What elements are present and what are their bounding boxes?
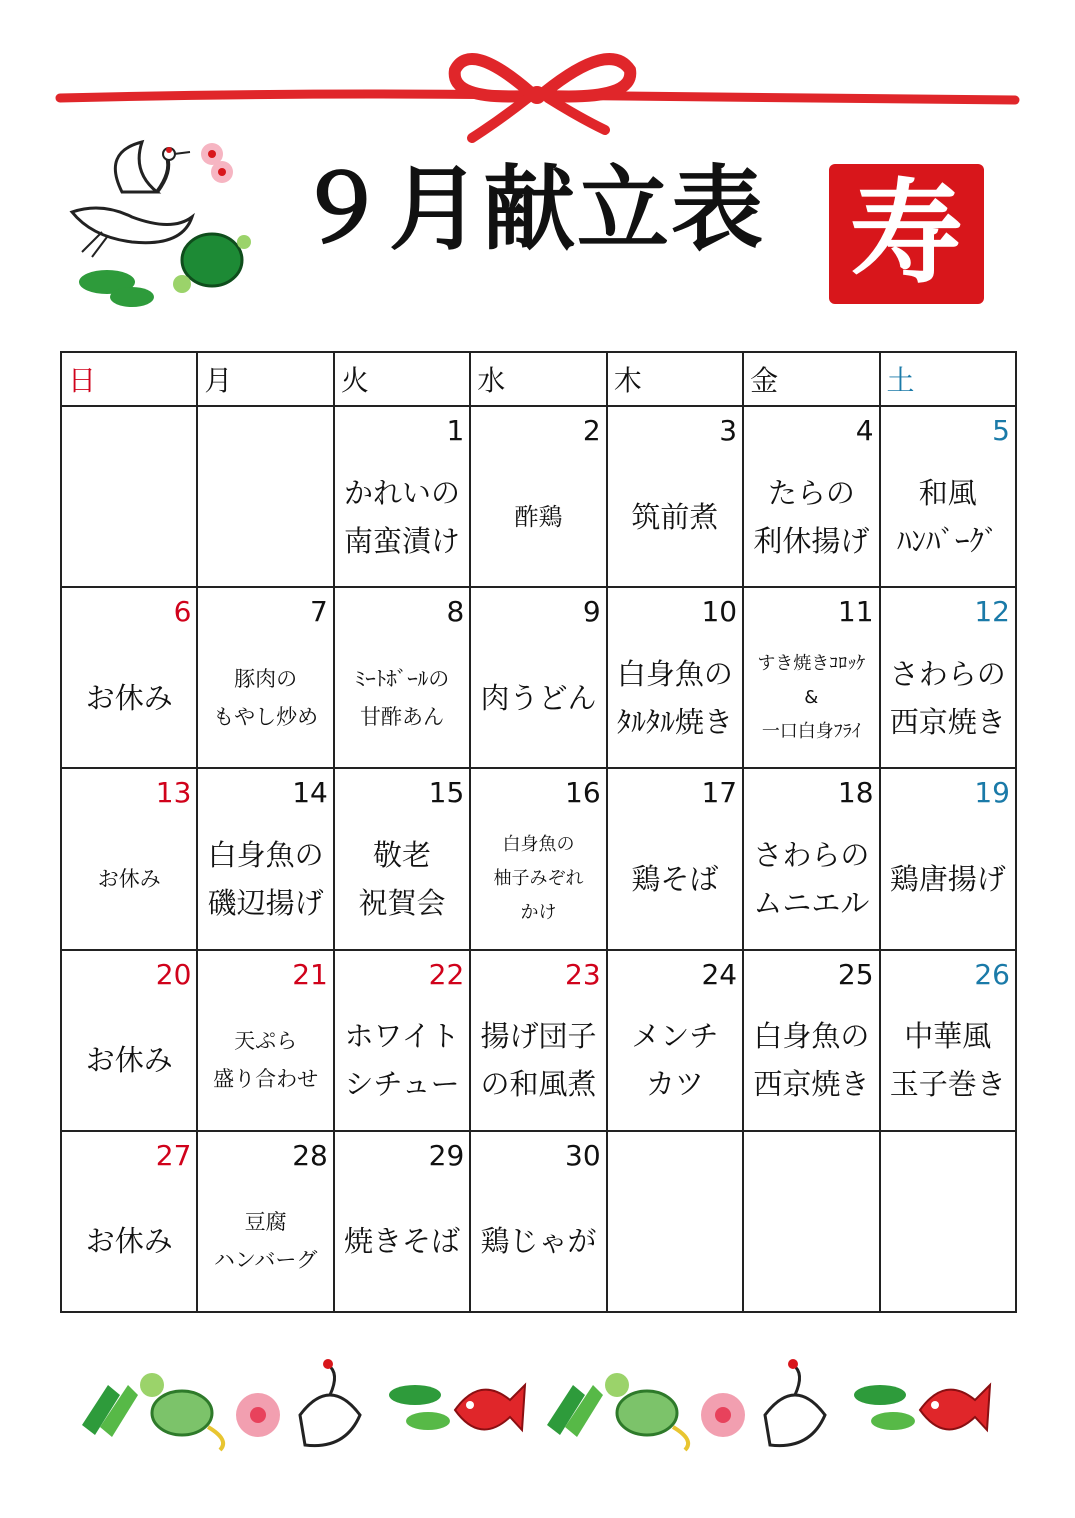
calendar-day-cell <box>607 406 743 587</box>
menu-text <box>744 1178 878 1305</box>
calendar-day-cell <box>743 950 879 1131</box>
weekday-header-row <box>61 352 1016 406</box>
calendar-day-cell <box>607 950 743 1131</box>
bamboo-icon <box>547 1385 603 1437</box>
weekday-thursday: 木 <box>607 352 743 406</box>
calendar-day-cell <box>334 768 470 949</box>
calendar-day-cell <box>470 1131 606 1312</box>
pine-icon <box>389 1385 450 1430</box>
footer-decoration <box>60 1355 1017 1465</box>
weekday-friday: 金 <box>743 352 879 406</box>
menu-text: メンチ カツ <box>631 1019 719 1102</box>
bamboo-icon <box>82 1385 138 1437</box>
menu-text <box>198 453 332 580</box>
weekday-sunday: 日 <box>61 352 197 406</box>
calendar-day-cell <box>334 950 470 1131</box>
day-number: 18 <box>837 776 874 810</box>
day-number: 29 <box>428 1138 465 1172</box>
menu-text: 和風 ﾊﾝﾊﾞｰｸﾞ <box>897 475 999 558</box>
mizuhiki-cord-decoration <box>0 0 1075 150</box>
day-number: 9 <box>582 595 601 629</box>
menu-text: 鶏じゃが <box>480 1224 597 1259</box>
menu-text: お休み <box>85 1224 173 1259</box>
day-number: 8 <box>446 595 465 629</box>
menu-text: 酢鶏 <box>514 502 563 531</box>
page-title: ９月献立表 <box>295 156 766 263</box>
menu-text: お休み <box>97 866 161 891</box>
menu-text: 白身魚の ﾀﾙﾀﾙ焼き <box>616 656 733 739</box>
menu-text: 白身魚の 磯辺揚げ <box>207 837 324 920</box>
day-number: 17 <box>701 776 738 810</box>
calendar-day-cell <box>607 768 743 949</box>
day-number: 23 <box>565 957 601 991</box>
day-number: 22 <box>428 957 465 991</box>
day-number: 26 <box>974 957 1010 991</box>
calendar-day-cell <box>61 950 197 1131</box>
menu-text: さわらの ムニエル <box>753 837 870 920</box>
weekday-wednesday: 水 <box>470 352 606 406</box>
calendar-day-cell <box>334 1131 470 1312</box>
calendar-day-cell <box>61 406 197 587</box>
calendar-day-cell <box>743 406 879 587</box>
menu-text: 豆腐 ハンバーグ <box>213 1210 318 1273</box>
crane-icon <box>765 1359 825 1446</box>
plum-blossom-icon <box>201 143 233 183</box>
calendar-day-cell <box>470 768 606 949</box>
calendar-day-cell <box>61 768 197 949</box>
calendar-day-cell <box>197 950 333 1131</box>
week-row <box>61 587 1016 768</box>
day-number: 11 <box>837 595 874 629</box>
calendar-day-cell <box>197 587 333 768</box>
day-number: 10 <box>701 595 738 629</box>
calendar-day-cell <box>880 768 1016 949</box>
day-number: 7 <box>310 595 328 629</box>
menu-text: お休み <box>85 680 173 715</box>
day-number: 3 <box>719 414 738 447</box>
calendar-day-cell <box>61 587 197 768</box>
week-row <box>61 950 1016 1131</box>
day-number: 12 <box>974 595 1010 629</box>
sea-bream-icon <box>455 1385 525 1430</box>
calendar-day-cell <box>61 1131 197 1312</box>
turtle-icon <box>140 1373 223 1450</box>
menu-text: すき焼きｺﾛｯｹ & 一口白身ﾌﾗｲ <box>757 652 866 742</box>
crane-turtle-illustration <box>62 132 272 312</box>
menu-text: 豚肉の もやし炒め <box>213 666 319 729</box>
day-number: 13 <box>155 776 192 810</box>
week-row <box>61 1131 1016 1312</box>
week-row <box>61 406 1016 587</box>
day-number: 20 <box>155 957 192 991</box>
pine-icon <box>79 270 154 307</box>
menu-text: 筑前煮 <box>631 499 719 534</box>
day-number: 25 <box>837 957 874 991</box>
kotobuki-seal <box>829 164 984 304</box>
calendar-day-cell <box>197 1131 333 1312</box>
calendar-day-cell <box>334 587 470 768</box>
weekday-monday: 月 <box>197 352 333 406</box>
menu-text: 肉うどん <box>480 680 597 715</box>
plum-blossom-icon <box>701 1393 745 1437</box>
calendar-day-cell <box>880 587 1016 768</box>
crane-icon <box>72 142 192 257</box>
calendar-day-cell <box>334 406 470 587</box>
day-number: 30 <box>565 1138 601 1172</box>
calendar-day-cell <box>607 1131 743 1312</box>
calendar-day-cell <box>880 406 1016 587</box>
menu-text: ホワイト シチュー <box>344 1019 460 1102</box>
menu-text <box>881 1178 1015 1305</box>
calendar-day-cell <box>743 768 879 949</box>
menu-text: 鶏唐揚げ <box>889 861 1006 896</box>
menu-text: 揚げ団子 の和風煮 <box>480 1019 597 1102</box>
menu-text: 鶏そば <box>631 861 719 896</box>
plum-blossom-icon <box>236 1393 280 1437</box>
day-number: 14 <box>292 776 328 810</box>
weekday-tuesday: 火 <box>334 352 470 406</box>
turtle-icon <box>173 234 251 293</box>
menu-text: さわらの 西京焼き <box>889 656 1006 739</box>
crane-icon <box>300 1359 360 1446</box>
menu-text: たらの 利休揚げ <box>753 475 870 558</box>
day-number: 2 <box>582 414 601 447</box>
menu-text: 白身魚の 柚子みぞれ かけ <box>493 833 584 923</box>
day-number: 1 <box>446 414 465 447</box>
menu-text: 焼きそば <box>344 1224 461 1259</box>
calendar-day-cell <box>743 587 879 768</box>
weekday-saturday: 土 <box>880 352 1016 406</box>
seal-character: 寿 <box>850 168 963 299</box>
calendar-day-cell <box>880 950 1016 1131</box>
calendar-day-cell <box>880 1131 1016 1312</box>
day-number: 4 <box>855 414 874 447</box>
menu-text: 白身魚の 西京焼き <box>753 1019 870 1102</box>
menu-text: 天ぷら 盛り合わせ <box>213 1029 319 1092</box>
day-number: 21 <box>292 957 328 991</box>
day-number: 15 <box>428 776 465 810</box>
calendar-day-cell <box>470 406 606 587</box>
calendar-day-cell <box>197 768 333 949</box>
menu-text: かれいの 南蛮漬け <box>344 475 461 558</box>
day-number: 28 <box>292 1138 328 1172</box>
menu-text <box>608 1178 742 1305</box>
day-number: 5 <box>992 414 1010 447</box>
day-number: 6 <box>173 595 192 629</box>
pine-icon <box>854 1385 915 1430</box>
menu-text: 中華風 玉子巻き <box>889 1019 1006 1102</box>
day-number: 19 <box>974 776 1010 810</box>
day-number: 24 <box>701 957 738 991</box>
menu-text: お休み <box>85 1043 173 1078</box>
week-row <box>61 768 1016 949</box>
day-number: 27 <box>155 1138 192 1172</box>
turtle-icon <box>605 1373 688 1450</box>
sea-bream-icon <box>920 1385 990 1430</box>
menu-text: ﾐｰﾄﾎﾞｰﾙの 甘酢あん <box>354 666 450 729</box>
calendar-day-cell <box>470 587 606 768</box>
menu-text <box>62 453 196 580</box>
menu-text: 敬老 祝賀会 <box>358 837 446 920</box>
calendar-day-cell <box>470 950 606 1131</box>
calendar-day-cell <box>197 406 333 587</box>
calendar-day-cell <box>607 587 743 768</box>
day-number: 16 <box>565 776 601 810</box>
menu-calendar <box>60 351 1017 1313</box>
calendar-day-cell <box>743 1131 879 1312</box>
